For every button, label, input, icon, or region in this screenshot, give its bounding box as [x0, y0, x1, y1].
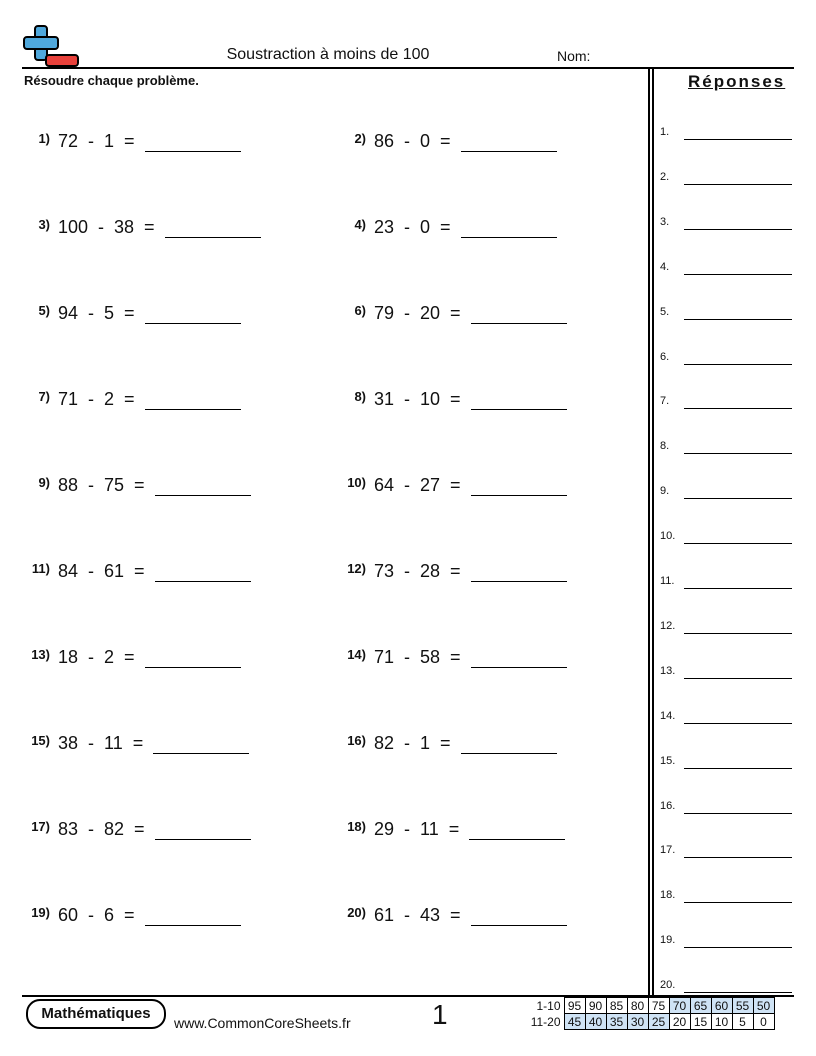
score-cell: 0	[753, 1014, 774, 1030]
problem-item	[347, 733, 557, 757]
answer-line[interactable]	[684, 498, 792, 499]
name-label: Nom:	[557, 48, 591, 64]
problem-item	[38, 475, 251, 499]
score-cell: 75	[648, 998, 669, 1014]
answer-number: 5.	[660, 305, 670, 318]
answer-number: 4.	[660, 260, 670, 273]
answer-row	[660, 255, 794, 275]
problem-number: 19)	[31, 905, 50, 920]
answer-number: 14.	[660, 709, 676, 722]
problem-expression: 72 - 1 =	[58, 131, 135, 151]
answer-blank[interactable]	[471, 390, 567, 410]
answer-row	[660, 300, 794, 320]
answer-row	[660, 928, 794, 948]
problem-number: 20)	[347, 905, 366, 920]
answer-blank[interactable]	[155, 476, 251, 496]
answer-blank[interactable]	[471, 304, 567, 324]
answer-row	[660, 838, 794, 858]
problem-number: 16)	[347, 733, 366, 748]
problem-number: 13)	[31, 647, 50, 662]
answer-blank[interactable]	[145, 132, 241, 152]
answer-line[interactable]	[684, 723, 792, 724]
answer-blank[interactable]	[461, 132, 557, 152]
answer-number: 20.	[660, 979, 676, 992]
problem-number: 4)	[354, 217, 366, 232]
answer-column-divider	[648, 67, 650, 996]
problem-number: 7)	[38, 389, 50, 404]
answer-row	[660, 434, 794, 454]
answer-number: 2.	[660, 170, 670, 183]
problem-expression: 18 - 2 =	[58, 647, 135, 667]
problem-item	[31, 733, 249, 757]
score-cell: 30	[627, 1014, 648, 1030]
answer-row	[660, 165, 794, 185]
answer-line[interactable]	[684, 543, 792, 544]
answer-number: 6.	[660, 350, 670, 363]
problem-item	[38, 303, 241, 327]
answer-row	[660, 794, 794, 814]
answer-column-divider	[652, 67, 654, 996]
answer-line[interactable]	[684, 274, 792, 275]
answer-number: 3.	[660, 215, 670, 228]
answer-number: 1.	[660, 126, 670, 138]
score-cell: 10	[711, 1014, 732, 1030]
answer-line[interactable]	[684, 364, 792, 365]
header-divider	[22, 67, 794, 69]
score-row	[528, 1014, 774, 1030]
answer-blank[interactable]	[471, 562, 567, 582]
score-cell: 90	[585, 998, 606, 1014]
answer-blank[interactable]	[145, 906, 241, 926]
problem-expression: 23 - 0 =	[374, 217, 451, 237]
problem-item	[347, 475, 567, 499]
score-table	[528, 997, 775, 1030]
answer-blank[interactable]	[145, 648, 241, 668]
answer-blank[interactable]	[461, 218, 557, 238]
score-cell: 80	[627, 998, 648, 1014]
problem-item	[31, 905, 241, 929]
answer-blank[interactable]	[145, 304, 241, 324]
answer-line[interactable]	[684, 857, 792, 858]
problem-item	[31, 819, 251, 843]
answer-number: 17.	[660, 844, 676, 857]
problem-number: 18)	[347, 819, 366, 834]
answer-line[interactable]	[684, 139, 792, 140]
score-row-label: 11-20	[530, 1014, 561, 1029]
problem-item	[31, 647, 241, 671]
answer-blank[interactable]	[461, 734, 557, 754]
score-row-label: 1-10	[536, 998, 561, 1013]
problem-item	[354, 131, 557, 155]
problem-number: 3)	[38, 217, 50, 232]
answer-number: 12.	[660, 619, 676, 632]
problem-expression: 60 - 6 =	[58, 905, 135, 925]
answer-number: 11.	[660, 575, 675, 587]
problem-item	[347, 647, 567, 671]
problem-expression: 83 - 82 =	[58, 819, 145, 839]
answer-row	[660, 389, 794, 409]
answer-number: 10.	[660, 530, 676, 543]
answer-line[interactable]	[684, 229, 792, 230]
answer-line[interactable]	[684, 633, 792, 634]
answer-row	[660, 345, 794, 365]
problem-number: 17)	[31, 819, 50, 834]
answer-blank[interactable]	[165, 218, 261, 238]
score-cell: 40	[585, 1014, 606, 1030]
problem-expression: 84 - 61 =	[58, 561, 145, 581]
answer-number: 15.	[660, 754, 676, 767]
answer-row	[660, 659, 794, 679]
score-row	[528, 998, 774, 1014]
score-cell: 55	[732, 998, 753, 1014]
answer-blank[interactable]	[145, 390, 241, 410]
answer-line[interactable]	[684, 813, 792, 814]
problem-item	[347, 819, 565, 843]
answer-row	[660, 479, 794, 499]
answer-row	[660, 569, 794, 589]
problem-expression: 38 - 11 =	[58, 733, 144, 753]
brand-badge: Mathématiques	[26, 999, 166, 1029]
answer-number: 7.	[660, 395, 670, 408]
answer-line[interactable]	[684, 588, 792, 589]
score-cell: 25	[648, 1014, 669, 1030]
score-cell: 50	[753, 998, 774, 1014]
answers-title: Réponses	[688, 72, 786, 91]
answer-line[interactable]	[684, 678, 792, 679]
problem-number: 15)	[31, 733, 50, 748]
answer-line[interactable]	[684, 947, 792, 948]
answer-number: 19.	[660, 934, 676, 947]
answer-row	[660, 210, 794, 230]
problem-number: 9)	[38, 475, 50, 490]
answer-line[interactable]	[684, 453, 792, 454]
problem-number: 10)	[347, 475, 366, 490]
answer-number: 13.	[660, 664, 676, 677]
problem-item	[354, 217, 557, 241]
instructions: Résoudre chaque problème.	[24, 73, 199, 88]
problem-number: 2)	[354, 131, 366, 146]
problem-number: 1)	[38, 131, 50, 146]
answer-line[interactable]	[684, 902, 792, 903]
answer-row	[660, 614, 794, 634]
score-cell: 95	[564, 998, 585, 1014]
problem-expression: 94 - 5 =	[58, 303, 135, 323]
page-title: Soustraction à moins de 100	[226, 46, 430, 63]
answer-blank[interactable]	[155, 562, 251, 582]
problem-item	[354, 303, 567, 327]
problem-item	[354, 389, 567, 413]
answer-row	[660, 883, 794, 903]
answer-row	[660, 524, 794, 544]
score-cell: 65	[690, 998, 711, 1014]
problem-item	[38, 131, 241, 155]
problem-expression: 71 - 2 =	[58, 389, 135, 409]
problem-expression: 31 - 10 =	[374, 389, 461, 409]
answer-line[interactable]	[684, 408, 792, 409]
problem-expression: 61 - 43 =	[374, 905, 461, 925]
answer-line[interactable]	[684, 319, 792, 320]
score-cell: 5	[732, 1014, 753, 1030]
answer-blank[interactable]	[155, 820, 251, 840]
problem-item	[38, 389, 241, 413]
problem-number: 14)	[347, 647, 366, 662]
score-cell: 20	[669, 1014, 690, 1030]
answer-number: 18.	[660, 889, 676, 902]
answer-blank[interactable]	[471, 648, 567, 668]
problem-item	[347, 905, 567, 929]
problem-expression: 86 - 0 =	[374, 131, 451, 151]
score-cell: 85	[606, 998, 627, 1014]
problem-item	[31, 561, 251, 585]
score-cell: 70	[669, 998, 690, 1014]
problem-expression: 29 - 11 =	[374, 819, 460, 839]
problem-expression: 64 - 27 =	[374, 475, 461, 495]
answer-row	[660, 973, 794, 993]
answer-row	[660, 704, 794, 724]
answer-row	[660, 120, 794, 140]
answer-blank[interactable]	[153, 734, 249, 754]
problem-number: 12)	[347, 561, 366, 576]
answer-line[interactable]	[684, 992, 792, 993]
score-cell: 45	[564, 1014, 585, 1030]
answer-number: 9.	[660, 485, 670, 498]
problem-number: 11)	[31, 561, 50, 576]
score-cell: 60	[711, 998, 732, 1014]
problem-item	[347, 561, 567, 585]
score-cell: 15	[690, 1014, 711, 1030]
problem-number: 6)	[354, 303, 366, 318]
answer-line[interactable]	[684, 768, 792, 769]
problem-expression: 82 - 1 =	[374, 733, 451, 753]
problem-expression: 71 - 58 =	[374, 647, 461, 667]
answer-blank[interactable]	[471, 476, 567, 496]
problem-expression: 73 - 28 =	[374, 561, 461, 581]
answer-number: 8.	[660, 440, 670, 453]
page-number: 1	[432, 999, 448, 1030]
answer-blank[interactable]	[469, 820, 565, 840]
answer-blank[interactable]	[471, 906, 567, 926]
problem-expression: 79 - 20 =	[374, 303, 461, 323]
problem-number: 8)	[354, 389, 366, 404]
score-cell: 35	[606, 1014, 627, 1030]
problem-number: 5)	[38, 303, 50, 318]
answer-number: 16.	[660, 799, 676, 812]
problem-expression: 100 - 38 =	[58, 217, 155, 237]
problem-item	[38, 217, 261, 241]
answer-row	[660, 749, 794, 769]
problem-expression: 88 - 75 =	[58, 475, 145, 495]
site-url[interactable]: www.CommonCoreSheets.fr	[174, 1015, 351, 1031]
answer-line[interactable]	[684, 184, 792, 185]
